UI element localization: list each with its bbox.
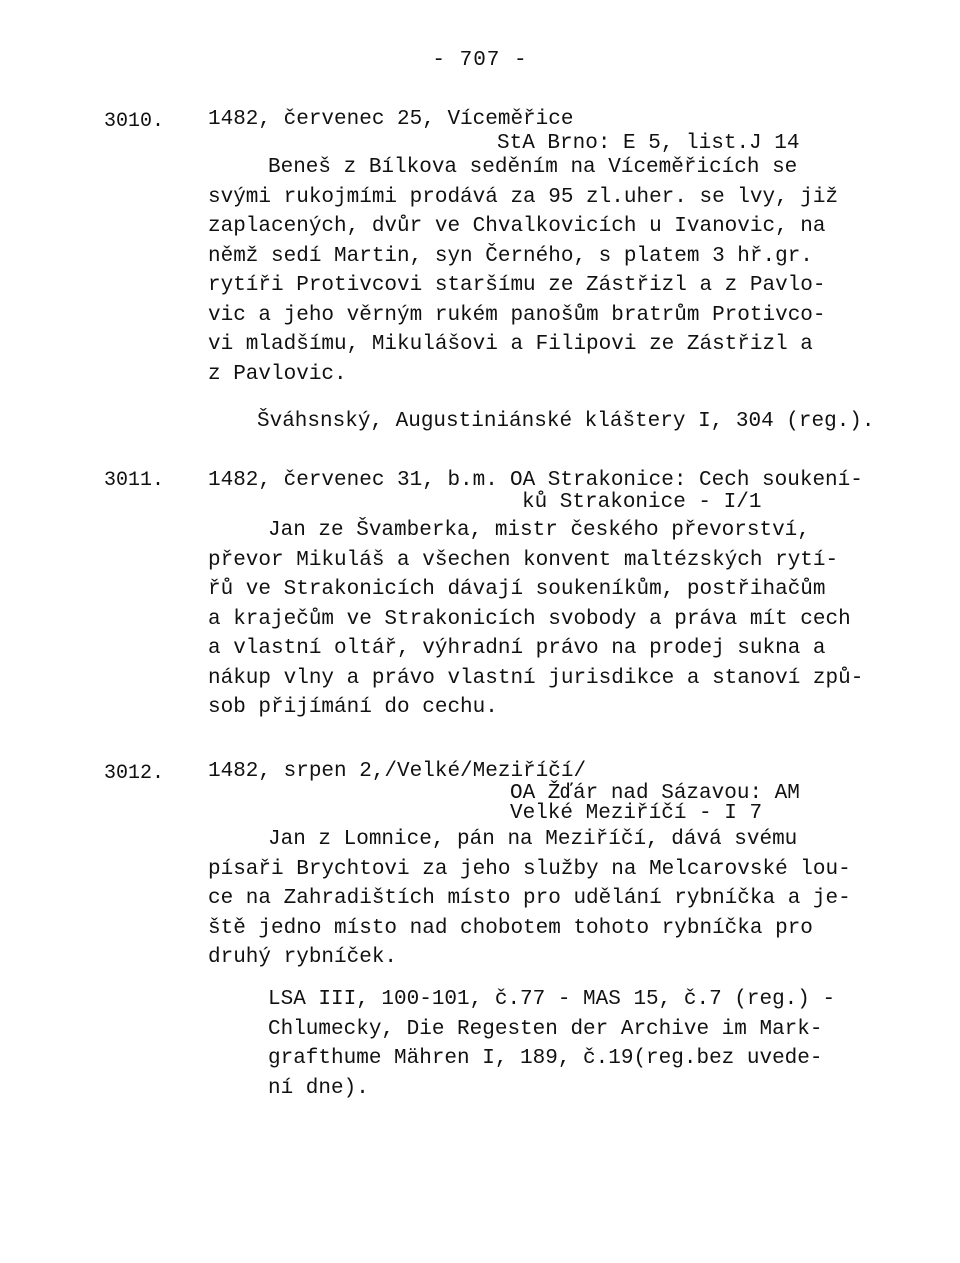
entry-date-place: 1482, srpen 2,/Velké/Meziříčí/ [208,760,587,783]
text-line: řů ve Strakonicích dávají soukeníkům, postřihačům [208,578,826,601]
entry-source: OA Strakonice: Cech soukení- [510,469,863,492]
reference-line: grafthume Mähren I, 189, č.19(reg.bez uvede- [268,1047,823,1070]
page-number: - 707 - [432,49,528,72]
text-line: ce na Zahradištích místo pro udělání rybníčka a je- [208,887,851,910]
entry-number: 3010. [104,110,165,133]
text-line: svými rukojmími prodává za 95 zl.uher. se lvy, již [208,185,839,209]
reference-line: ní dne). [268,1076,369,1100]
reference-line: Chlumecky, Die Regesten der Archive im Mark- [268,1017,823,1041]
reference-line: LSA III, 100-101, č.77 - MAS 15, č.7 (reg.) - [268,988,836,1011]
text-line: z Pavlovic. [208,362,347,386]
text-line: převor Mikuláš a všechen konvent maltézských rytí- [208,548,839,572]
text-line: zaplacených, dvůr ve Chvalkovicích u Ivanovic, na [208,215,826,238]
text-line: rytíři Protivcovi staršímu ze Zástřizl a z Pavlo- [208,274,826,297]
text-line: vic a jeho věrným rukém panošům bratrům Protivco- [208,303,826,327]
entry-references [268,985,868,1103]
entry-number: 3011. [104,469,165,492]
text-line: a kraječům ve Strakonicích svobody a práva mít cech [208,607,851,631]
text-line: němž sedí Martin, syn Černého, s platem 3 hř.gr. [208,244,813,268]
entry-source: StA Brno: E 5, list.J 14 [497,132,800,155]
entry-source: ků Strakonice - I/1 [522,491,762,514]
entry-date-place: 1482, červenec 31, b.m. [208,469,498,492]
text-line: Jan z Lomnice, pán na Meziříčí, dává svému [268,828,798,851]
text-line: sob přijímání do cechu. [208,696,498,719]
entry-source: Velké Meziříčí - I 7 [510,802,763,825]
entry-references [257,407,875,437]
reference-line: Šváhsnský, Augustiniánské kláštery I, 304 (reg.). [257,410,875,433]
entry-text [208,153,848,389]
entry-text [208,516,864,723]
text-line: Jan ze Švamberka, mistr českého převorství, [268,519,810,542]
entry-date-place: 1482, červenec 25, Víceměřice [208,108,574,131]
text-line: nákup vlny a právo vlastní jurisdikce a stanoví způ- [208,666,864,690]
text-line: ště jedno místo nad chobotem tohoto rybníčka pro [208,916,813,940]
entry-text [208,825,851,973]
entry-source: OA Žďár nad Sázavou: AM [510,782,800,805]
text-line: Beneš z Bílkova seděním na Víceměřicích se [268,156,798,179]
text-line: vi mladšímu, Mikulášovi a Filipovi ze Zástřizl a [208,333,813,356]
text-line: a vlastní oltář, výhradní právo na prodej sukna a [208,637,826,660]
text-line: písaři Brychtovi za jeho služby na Melcarovské lou- [208,857,851,881]
text-line: druhý rybníček. [208,946,398,969]
entry-number: 3012. [104,762,165,785]
